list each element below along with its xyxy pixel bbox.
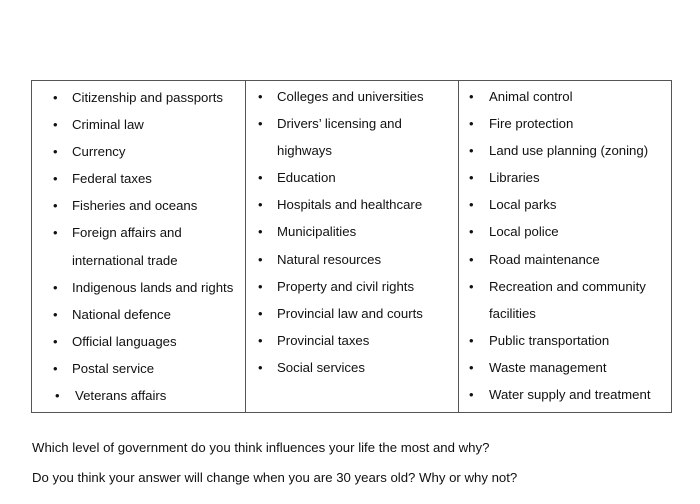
- bullet-list: [246, 81, 458, 381]
- bullet-icon: •: [53, 171, 58, 187]
- list-item-text: Foreign affairs and international trade: [72, 225, 182, 268]
- list-item: [459, 164, 671, 191]
- list-item: [32, 301, 245, 328]
- bullet-icon: •: [469, 387, 474, 403]
- table-column-1: [32, 81, 246, 412]
- list-item: [246, 191, 458, 218]
- list-item: [459, 354, 671, 381]
- bullet-icon: •: [469, 251, 474, 267]
- list-item-text: Hospitals and healthcare: [277, 197, 423, 213]
- list-item-text: Colleges and universities: [277, 89, 424, 104]
- list-item: [32, 328, 245, 355]
- list-item-text: Official languages: [72, 333, 177, 349]
- list-item: [459, 218, 671, 245]
- bullet-list: [459, 81, 671, 408]
- list-item-text: Land use planning (zoning): [489, 143, 649, 159]
- table-column-2: [246, 81, 459, 412]
- list-item: [32, 111, 245, 138]
- bullet-icon: •: [469, 116, 474, 132]
- bullet-icon: •: [258, 278, 263, 294]
- list-item-text: Federal taxes: [72, 171, 152, 187]
- list-item-text: Provincial law and courts: [277, 305, 423, 321]
- bullet-icon: •: [258, 224, 263, 240]
- bullet-icon: •: [258, 170, 263, 186]
- list-item-text: Fisheries and oceans: [72, 198, 198, 214]
- list-item: [246, 246, 458, 273]
- list-item: [32, 84, 245, 111]
- bullet-icon: •: [53, 117, 58, 133]
- bullet-icon: •: [469, 224, 474, 240]
- list-item-text: Municipalities: [277, 224, 357, 240]
- bullet-icon: •: [53, 225, 58, 241]
- bullet-icon: •: [258, 359, 263, 375]
- list-item: [32, 165, 245, 192]
- list-item: [459, 327, 671, 354]
- list-item: [246, 327, 458, 354]
- list-item: [32, 274, 245, 301]
- list-item-text: Water supply and treatment: [489, 387, 651, 403]
- list-item-text: Public transportation: [489, 332, 610, 348]
- list-item: [32, 138, 245, 165]
- list-item: [32, 219, 245, 273]
- list-item-text: Currency: [72, 144, 126, 160]
- list-item: [246, 83, 458, 110]
- table-column-3: [459, 81, 671, 412]
- bullet-icon: •: [469, 89, 474, 104]
- bullet-icon: •: [469, 143, 474, 159]
- bullet-icon: •: [258, 305, 263, 321]
- list-item: [459, 110, 671, 137]
- list-item: [459, 381, 671, 408]
- list-item-text: Natural resources: [277, 251, 382, 267]
- list-item-text: Criminal law: [72, 117, 144, 133]
- list-item-text: Education: [277, 170, 336, 186]
- list-item-text: Animal control: [489, 89, 573, 104]
- list-item: [459, 83, 671, 110]
- list-item: [459, 273, 671, 327]
- list-item: [246, 273, 458, 300]
- list-item-text: Fire protection: [489, 116, 574, 132]
- bullet-icon: •: [55, 388, 60, 404]
- list-item-text: Property and civil rights: [277, 278, 415, 294]
- bullet-icon: •: [53, 360, 58, 376]
- bullet-icon: •: [258, 197, 263, 213]
- list-item-text: Citizenship and passports: [72, 90, 224, 105]
- list-item: [246, 110, 458, 164]
- government-responsibilities-table: [31, 80, 672, 413]
- bullet-icon: •: [469, 197, 474, 213]
- list-item: [32, 355, 245, 382]
- question-2: Do you think your answer will change when you are 30 years old? Why or why not?: [32, 470, 518, 485]
- list-item-text: Social services: [277, 359, 365, 375]
- list-item: [246, 218, 458, 245]
- bullet-list: [32, 81, 245, 409]
- list-item: [459, 191, 671, 218]
- bullet-icon: •: [53, 144, 58, 160]
- list-item-text: Local parks: [489, 197, 557, 213]
- bullet-icon: •: [258, 89, 263, 104]
- list-item: [459, 137, 671, 164]
- list-item: [246, 354, 458, 381]
- list-item: [32, 192, 245, 219]
- bullet-icon: •: [53, 198, 58, 214]
- list-item-text: Recreation and community facilities: [489, 278, 646, 321]
- list-item: [459, 246, 671, 273]
- list-item-text: Road maintenance: [489, 251, 600, 267]
- bullet-icon: •: [53, 90, 58, 105]
- list-item-text: Waste management: [489, 359, 607, 375]
- bullet-icon: •: [469, 359, 474, 375]
- list-item-text: Local police: [489, 224, 559, 240]
- list-item-text: Drivers’ licensing and highways: [277, 116, 402, 159]
- list-item: [246, 300, 458, 327]
- list-item: [246, 164, 458, 191]
- bullet-icon: •: [469, 278, 474, 294]
- bullet-icon: •: [258, 332, 263, 348]
- list-item-text: Libraries: [489, 170, 540, 186]
- bullet-icon: •: [53, 306, 58, 322]
- list-item-text: Provincial taxes: [277, 332, 370, 348]
- bullet-icon: •: [469, 170, 474, 186]
- list-item-text: Postal service: [72, 360, 155, 376]
- list-item-text: Indigenous lands and rights: [72, 279, 234, 295]
- list-item-text: Veterans affairs: [75, 388, 167, 404]
- list-item: [32, 382, 245, 409]
- bullet-icon: •: [258, 251, 263, 267]
- question-1: Which level of government do you think influences your life the most and why?: [32, 440, 490, 455]
- bullet-icon: •: [53, 333, 58, 349]
- bullet-icon: •: [469, 332, 474, 348]
- list-item-text: National defence: [72, 306, 171, 322]
- bullet-icon: •: [258, 116, 263, 132]
- bullet-icon: •: [53, 279, 58, 295]
